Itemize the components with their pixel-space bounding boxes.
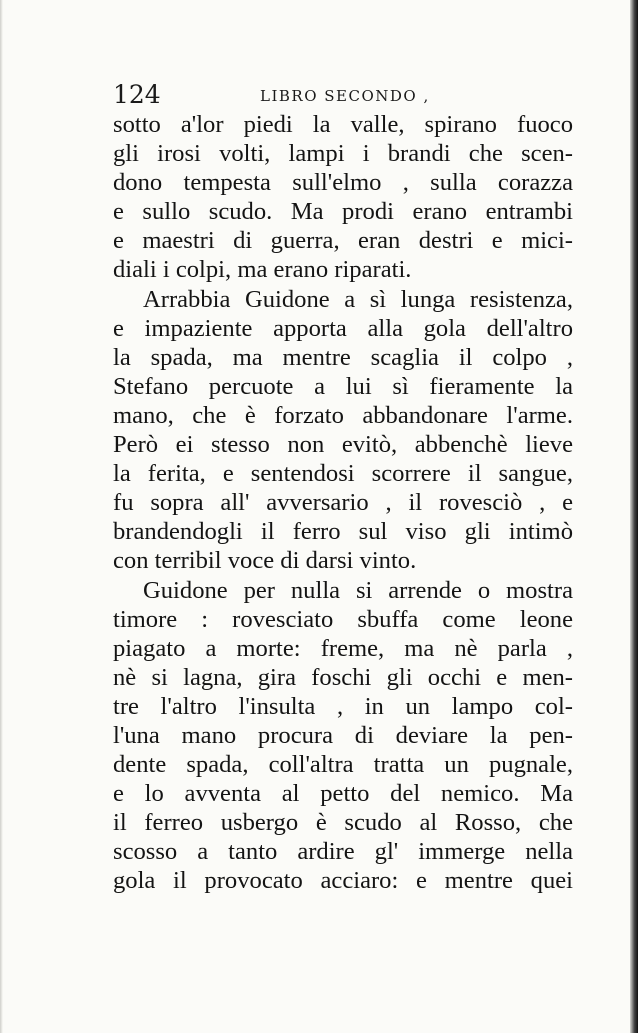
text-line: e maestri di guerra, eran destri e mici- <box>113 227 573 255</box>
text-line: diali i colpi, ma erano riparati. <box>113 256 412 284</box>
text-line: Però ei stesso non evitò, abbenchè lieve <box>113 431 573 459</box>
text-line: dono tempesta sull'elmo , sulla corazza <box>113 169 573 197</box>
text-line: brandendogli il ferro sul viso gli intimò <box>113 518 573 546</box>
text-line: gola il provocato acciaro: e mentre quei <box>113 867 573 895</box>
text-line: tre l'altro l'insulta , in un lampo col- <box>113 692 573 720</box>
text-line: nè si lagna, gira foschi gli occhi e men- <box>113 663 573 691</box>
text-line: gli irosi volti, lampi i brandi che scen- <box>113 140 573 168</box>
running-head <box>113 80 583 110</box>
text-line: piagato a morte: freme, ma nè parla , <box>113 634 573 662</box>
text-line: la spada, ma mentre scaglia il colpo , <box>113 343 573 371</box>
text-line: con terribil voce di darsi vinto. <box>113 547 417 575</box>
body-text <box>113 110 573 896</box>
text-line: l'una mano procura di deviare la pen- <box>113 721 573 749</box>
text-line: mano, che è forzato abbandonare l'arme. <box>113 401 573 429</box>
text-line: dente spada, coll'altra tratta un pugnale, <box>113 751 573 779</box>
text-line: sotto a'lor piedi la valle, spirano fuoco <box>113 111 573 138</box>
text-line: scosso a tanto ardire gl' immerge nella <box>113 838 573 866</box>
running-title: LIBRO SECONDO , <box>260 87 430 105</box>
text-line: timore : rovesciato sbuffa come leone <box>113 605 573 633</box>
text-line: e lo avventa al petto del nemico. Ma <box>113 780 573 808</box>
text-line: Arrabbia Guidone a sì lunga resistenza, <box>143 285 573 313</box>
text-line: la ferita, e sentendosi scorrere il sangue, <box>113 460 573 488</box>
text-line: e impaziente apporta alla gola dell'altro <box>113 314 573 342</box>
page-left-edge <box>0 0 3 1033</box>
book-spine-edge <box>630 0 638 1033</box>
text-line: fu sopra all' avversario , il rovesciò , e <box>113 489 573 517</box>
text-line: il ferreo usbergo è scudo al Rosso, che <box>113 809 573 837</box>
text-line: Guidone per nulla si arrende o mostra <box>143 576 573 604</box>
page-number: 124 <box>113 80 161 109</box>
text-line: Stefano percuote a lui sì fieramente la <box>113 372 573 400</box>
text-line: e sullo scudo. Ma prodi erano entrambi <box>113 198 573 226</box>
